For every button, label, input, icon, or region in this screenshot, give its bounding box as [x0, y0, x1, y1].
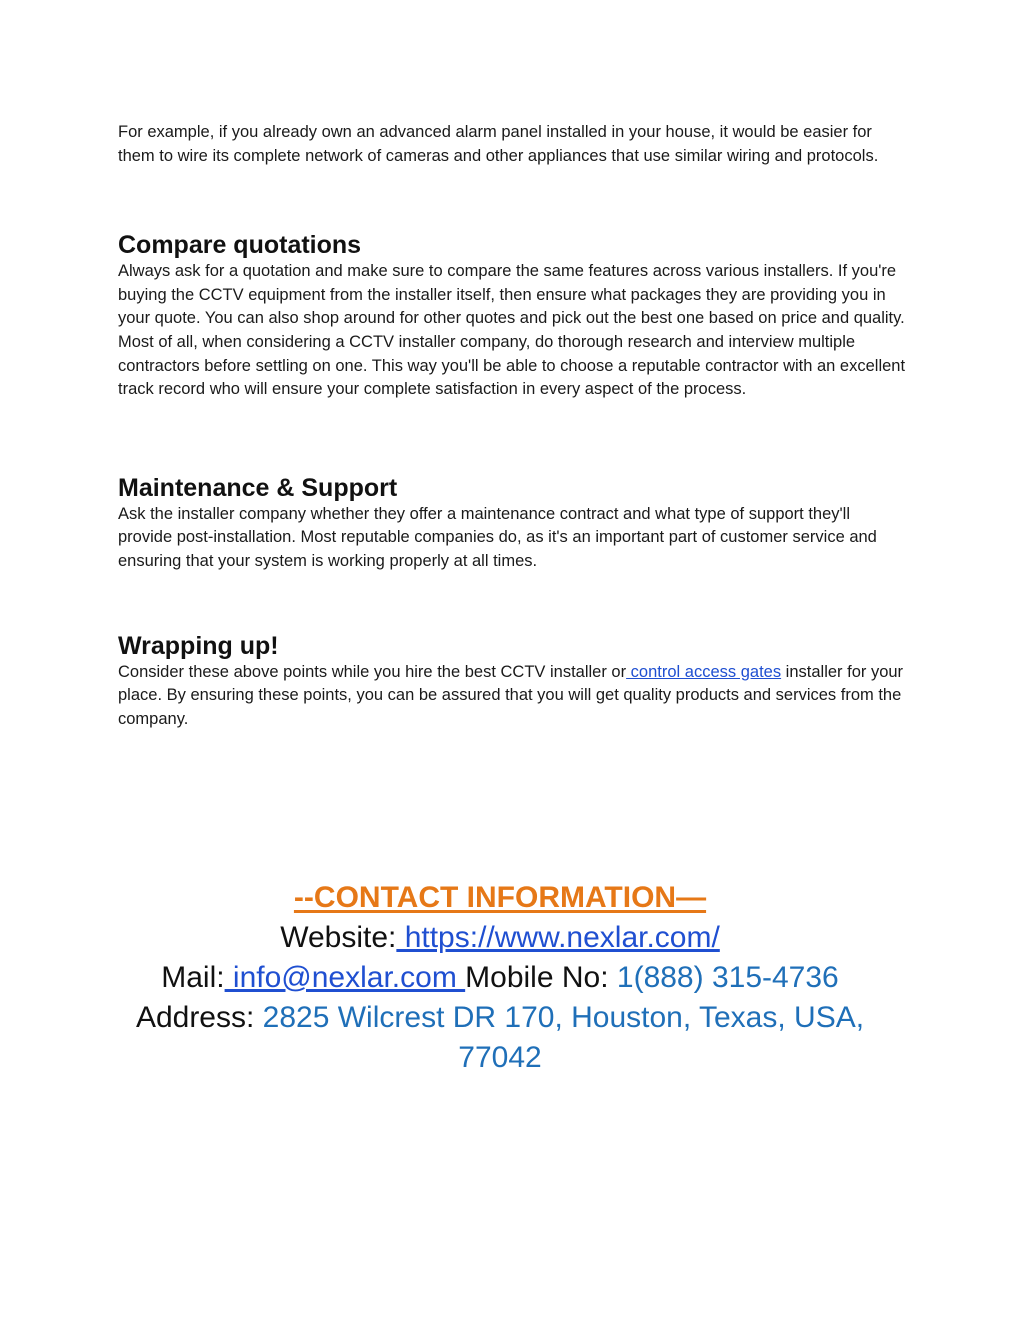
- address-value: 2825 Wilcrest DR 170, Houston, Texas, USA, 77042: [262, 1001, 865, 1074]
- mail-mobile-line: [100, 958, 900, 998]
- document-page: [118, 121, 908, 731]
- website-link[interactable]: https://www.nexlar.com/: [396, 921, 720, 954]
- wrapping-up-heading: Wrapping up!: [118, 631, 279, 660]
- address-line: [100, 998, 900, 1078]
- address-label: Address:: [135, 1001, 263, 1034]
- wrapping-text-after: installer for your place. By ensuring these points, you can be assured that you will get quality products and services from the company.: [118, 662, 904, 728]
- website-label: Website:: [280, 921, 397, 954]
- control-access-gates-link[interactable]: control access gates: [626, 662, 782, 681]
- contact-information-block: [100, 878, 900, 1078]
- maintenance-paragraph: Ask the installer company whether they offer a maintenance contract and what type of support they'll provide post-installation. Most reputable companies do, as it's an important part of customer service and ensuring that your system is working properly at all times.: [118, 504, 877, 570]
- compare-paragraph-1: Always ask for a quotation and make sure to compare the same features across various installers. If you're buying the CCTV equipment from the installer itself, then ensure what packages they are providing you in your quote. You can also shop around for other quotes and pick out the best one based on price and quality.: [118, 262, 905, 328]
- website-line: [100, 918, 900, 958]
- wrapping-text-before: Consider these above points while you hire the best CCTV installer or: [118, 662, 627, 681]
- contact-information-title: --CONTACT INFORMATION—: [293, 881, 707, 914]
- compare-quotations-heading: Compare quotations: [118, 231, 362, 260]
- mobile-number: 1(888) 315-4736: [616, 961, 839, 994]
- contact-title-line: [100, 878, 900, 918]
- mobile-label: Mobile No:: [465, 961, 617, 994]
- email-link[interactable]: info@nexlar.com: [224, 961, 466, 994]
- wrapping-paragraph: [118, 661, 908, 732]
- maintenance-support-heading: Maintenance & Support: [118, 473, 398, 502]
- mail-label: Mail:: [161, 961, 225, 994]
- intro-paragraph: For example, if you already own an advanced alarm panel installed in your house, it would be easier for them to wire its complete network of cameras and other appliances that use similar wiring and protocols.: [118, 123, 879, 165]
- compare-paragraph-2: Most of all, when considering a CCTV installer company, do thorough research and interview multiple contractors before settling on one. This way you'll be able to choose a reputable contractor with an excellent track record who will ensure your complete satisfaction in every aspect of the process.: [118, 332, 906, 399]
